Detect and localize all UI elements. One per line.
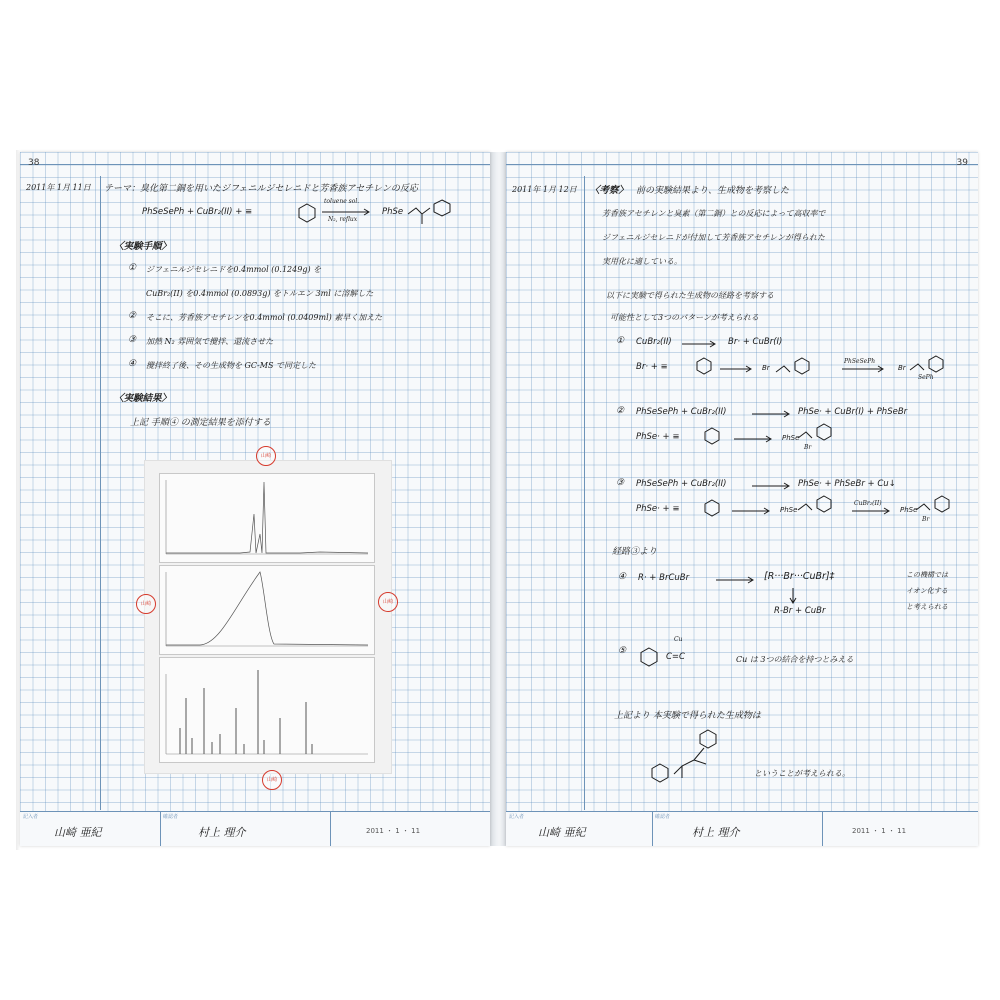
equation-reactants: PhSeSePh + CuBr₂(II) + ≡ xyxy=(142,207,253,217)
reaction-2-line2-left: PhSe· + ≡ xyxy=(636,432,680,442)
product-structure-icon xyxy=(916,494,960,518)
reaction-4-left: R· + BrCuBr xyxy=(638,573,690,583)
margin-rule xyxy=(100,176,101,810)
reaction-1-number: ① xyxy=(616,336,625,346)
reaction-1-right: Br· + CuBr(I) xyxy=(728,337,783,347)
reaction-arrow-icon xyxy=(752,411,792,417)
reaction-3-number: ③ xyxy=(616,478,625,488)
final-product-structure-icon xyxy=(646,728,736,788)
reaction-3-product: PhSe xyxy=(900,506,918,514)
mass-spectrum-trace xyxy=(160,658,374,762)
reaction-arrow-icon xyxy=(734,436,774,442)
conclusion-text: 上記より 本実験で得られた生成物は xyxy=(614,711,761,721)
pathway-heading: 経路③より xyxy=(612,547,658,557)
chromatogram-panel-2 xyxy=(159,565,375,655)
page-number: 38 xyxy=(28,158,40,168)
conditions-bottom: N₂, reflux xyxy=(328,216,358,223)
left-page xyxy=(20,152,490,846)
seal-stamp-icon: 山崎 xyxy=(262,770,282,790)
entry-date: 2011年 1月 11日 xyxy=(26,183,91,192)
down-arrow-icon xyxy=(790,588,796,604)
author-name: 山崎 亜紀 xyxy=(54,826,102,839)
reaction-3-left: PhSeSePh + CuBr₂(II) xyxy=(636,479,727,489)
discussion-line-6: 可能性として3つのパターンが考えられる xyxy=(610,313,759,322)
intermediate-structure-icon xyxy=(798,494,842,518)
chromatogram-trace-2 xyxy=(160,566,374,654)
theme-line: テーマ：臭化第二銅を用いたジフェニルジセレニドと芳香族アセチレンの反応 xyxy=(104,184,418,194)
benzene-ring-icon xyxy=(638,646,660,668)
reaction-arrow-icon xyxy=(842,366,886,372)
seal-stamp-icon: 山崎 xyxy=(378,592,398,612)
top-rule xyxy=(506,164,978,165)
reaction-arrow-icon xyxy=(682,341,718,347)
author-name: 山崎 亜紀 xyxy=(538,826,586,839)
equation-product: PhSe xyxy=(382,207,404,217)
author-box xyxy=(506,812,653,846)
reaction-1-intermediate: Br xyxy=(762,364,770,372)
witness-box xyxy=(160,812,331,846)
reaction-1-condition: PhSeSePh xyxy=(844,358,876,365)
benzene-ring-icon xyxy=(296,202,318,224)
reaction-arrow-icon xyxy=(732,508,772,514)
step-1-number: ① xyxy=(128,263,137,273)
step-3-text: 加熱 N₂ 雰囲気で攪拌、還流させた xyxy=(146,337,274,346)
reaction-2-product: PhSe xyxy=(782,434,800,442)
page-number: 39 xyxy=(956,158,968,168)
step-3-number: ③ xyxy=(128,335,137,345)
witness-name: 村上 理介 xyxy=(198,826,246,839)
reaction-4-product: R-Br + CuBr xyxy=(774,606,826,616)
reaction-1-line2-left: Br· + ≡ xyxy=(636,362,668,372)
reaction-1-product: Br xyxy=(898,364,906,372)
author-box xyxy=(20,812,161,846)
discussion-line-2: 芳香族アセチレンと臭素（第二銅）との反応によって高収率で xyxy=(602,209,826,218)
seal-stamp-icon: 山崎 xyxy=(256,446,276,466)
seal-stamp-icon: 山崎 xyxy=(136,594,156,614)
reaction-2-right: PhSe· + CuBr(I) + PhSeBr xyxy=(798,407,908,417)
reaction-arrow-icon xyxy=(322,209,372,215)
page-footer xyxy=(506,811,978,846)
step-1-text-cont: CuBr₂(II) を0.4mmol (0.0893g) をトルエン 3ml に溶解した xyxy=(146,289,374,298)
reaction-3-line2-left: PhSe· + ≡ xyxy=(636,504,680,514)
chromatogram-panel-1 xyxy=(159,473,375,563)
benzene-ring-icon xyxy=(702,498,722,518)
reaction-4-note-2: イオン化する xyxy=(906,587,948,595)
reaction-2-substituent: Br xyxy=(804,444,812,451)
mass-spectrum-panel xyxy=(159,657,375,763)
reaction-1-substituent: SePh xyxy=(918,374,934,381)
step-4-text: 攪拌終了後、その生成物を GC-MS で同定した xyxy=(146,361,316,370)
footer-date: 2011 ・ 1 ・ 11 xyxy=(366,827,421,835)
product-structure-icon xyxy=(408,198,464,234)
reaction-4-transition-state: [R···Br···CuBr]‡ xyxy=(764,571,835,582)
reaction-1-left: CuBr₂(II) xyxy=(636,337,672,347)
discussion-heading: 〈考察〉 xyxy=(590,185,629,196)
reaction-5-copper: Cu xyxy=(674,636,683,643)
notebook-spine xyxy=(490,152,506,846)
procedure-heading: 〈実験手順〉 xyxy=(114,241,172,252)
reaction-4-number: ④ xyxy=(618,572,627,582)
discussion-line-5: 以下に実験で得られた生成物の経路を考察する xyxy=(606,291,774,300)
reaction-3-substituent: Br xyxy=(922,516,930,523)
final-note: ということが考えられる。 xyxy=(754,769,850,778)
intermediate-structure-icon xyxy=(776,356,820,378)
page-footer xyxy=(20,811,490,846)
results-heading: 〈実験結果〉 xyxy=(114,393,172,404)
footer-date: 2011 ・ 1 ・ 11 xyxy=(852,827,907,835)
entry-date: 2011年 1月 12日 xyxy=(512,185,577,194)
witness-name: 村上 理介 xyxy=(692,826,740,839)
product-structure-icon xyxy=(910,354,954,376)
step-2-number: ② xyxy=(128,311,137,321)
top-rule xyxy=(20,164,490,165)
conditions-top: toluene sol. xyxy=(324,198,360,205)
step-2-text: そこに、芳香族アセチレンを0.4mmol (0.0409ml) 素早く加えた xyxy=(146,313,383,322)
witness-label: 確認者 xyxy=(655,814,671,820)
reaction-5-bond: C=C xyxy=(666,652,685,662)
author-label: 記入者 xyxy=(509,814,525,820)
benzene-ring-icon xyxy=(694,356,714,376)
discussion-line-1: 前の実験結果より、生成物を考察した xyxy=(636,186,790,196)
reaction-3-intermediate: PhSe xyxy=(780,506,798,514)
author-label: 記入者 xyxy=(23,814,39,820)
reaction-5-number: ⑤ xyxy=(618,646,627,656)
product-structure-icon xyxy=(798,422,842,446)
reaction-arrow-icon xyxy=(852,508,892,514)
step-4-number: ④ xyxy=(128,359,137,369)
reaction-4-note-3: と考えられる xyxy=(906,603,948,611)
results-text: 上記 手順④ の測定結果を添付する xyxy=(130,418,271,428)
reaction-arrow-icon xyxy=(716,577,756,583)
chromatogram-trace-1 xyxy=(160,474,374,562)
reaction-2-left: PhSeSePh + CuBr₂(II) xyxy=(636,407,727,417)
witness-label: 確認者 xyxy=(163,814,179,820)
reaction-arrow-icon xyxy=(752,483,792,489)
discussion-line-3: ジフェニルジセレニドが付加して芳香族アセチレンが得られた xyxy=(602,233,825,242)
reaction-2-number: ② xyxy=(616,406,625,416)
witness-box xyxy=(652,812,823,846)
attached-gcms-printout xyxy=(144,460,392,774)
reaction-arrow-icon xyxy=(720,366,754,372)
reaction-5-note: Cu は 3つの結合を持つとみえる xyxy=(736,655,854,664)
step-1-text: ジフェニルジセレニドを0.4mmol (0.1249g) を xyxy=(146,265,322,274)
reaction-3-right: PhSe· + PhSeBr + Cu↓ xyxy=(798,479,896,489)
reaction-4-note-1: この機構では xyxy=(906,571,948,579)
margin-rule xyxy=(584,176,585,810)
reaction-3-condition: CuBr₂(II) xyxy=(854,500,882,507)
benzene-ring-icon xyxy=(702,426,722,446)
discussion-line-4: 実用化に適している。 xyxy=(602,257,682,266)
right-page xyxy=(506,152,978,846)
